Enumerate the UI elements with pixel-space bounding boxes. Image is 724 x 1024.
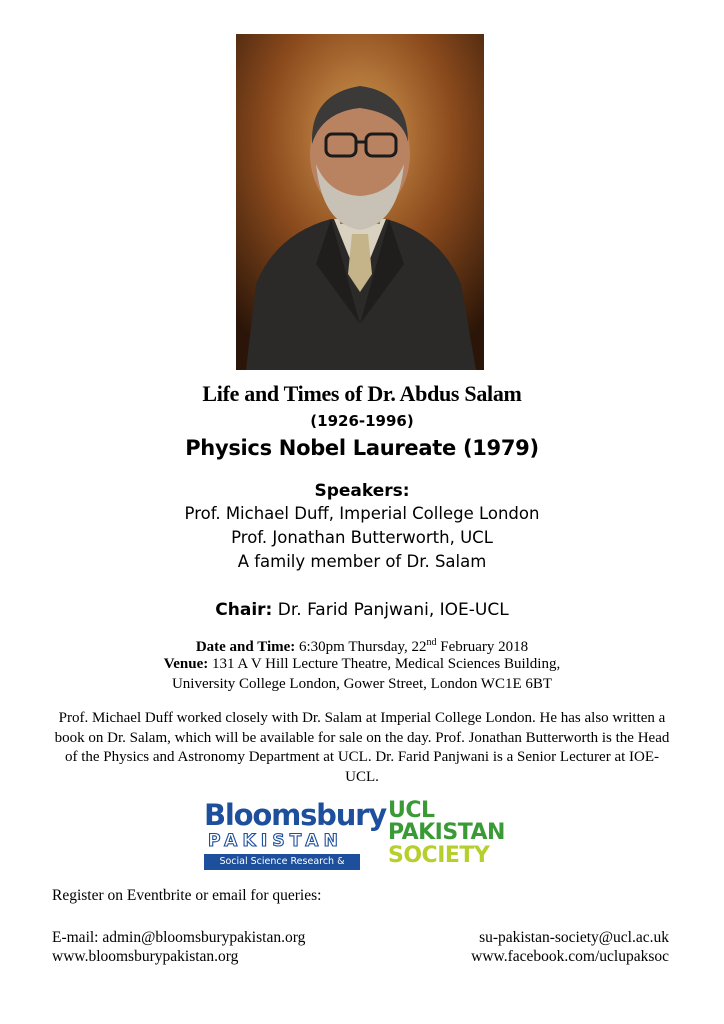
bloomsbury-logo-sub: PAKISTAN: [208, 831, 344, 851]
speaker-item: Prof. Michael Duff, Imperial College London: [184, 504, 540, 523]
venue-line-1: 131 A V Hill Lecture Theatre, Medical Sciences Building,: [211, 656, 561, 672]
chair-value: Dr. Farid Panjwani, IOE-UCL: [277, 600, 509, 620]
speaker-item: A family member of Dr. Salam: [237, 552, 487, 571]
date-time-sup: nd: [426, 637, 437, 648]
ucl-logo-line-2: PAKISTAN: [388, 820, 505, 845]
website-left[interactable]: www.bloomsburypakistan.org: [52, 948, 239, 965]
speaker-item: Prof. Jonathan Butterworth, UCL: [231, 528, 493, 547]
date-time-value-suffix: February 2018: [440, 639, 529, 655]
date-time-value-prefix: 6:30pm Thursday, 22: [299, 639, 427, 655]
date-time-line: [0, 637, 724, 656]
bloomsbury-logo-tagline: Social Science Research & Advocacy: [204, 854, 360, 870]
chair-line: [0, 600, 724, 620]
event-years: (1926-1996): [310, 412, 414, 430]
venue-line: [0, 656, 724, 673]
venue-line-2: University College London, Gower Street, London WC1E 6BT: [171, 676, 553, 692]
email-right[interactable]: su-pakistan-society@ucl.ac.uk: [479, 929, 669, 946]
bloomsbury-logo-name: Bloomsbury: [204, 798, 386, 832]
date-time-label: Date and Time:: [195, 639, 296, 655]
venue-label: Venue:: [163, 656, 209, 672]
ucl-pakistan-society-logo: [386, 800, 546, 874]
chair-label: Chair:: [215, 600, 273, 620]
description-paragraph: Prof. Michael Duff worked closely with Dr. Salam at Imperial College London. He has also written a book on Dr. Salam, which will be available for sale on the day. Prof. Jonathan Butterworth is the Head of the Physics and Astronomy Department at UCL. Dr. Farid Panjwani is a Senior Lecturer at IOE-UCL.: [54, 710, 670, 785]
speakers-heading: Speakers:: [314, 481, 410, 501]
event-subtitle: Physics Nobel Laureate (1979): [185, 436, 539, 460]
event-title: Life and Times of Dr. Abdus Salam: [202, 381, 522, 406]
bloomsbury-pakistan-logo: [200, 796, 386, 883]
ucl-logo-line-1: UCL: [388, 798, 435, 823]
portrait-photo: [236, 34, 484, 370]
ucl-logo-line-3: SOCIETY: [388, 843, 490, 868]
register-line: Register on Eventbrite or email for queries:: [52, 887, 322, 904]
facebook-link[interactable]: www.facebook.com/uclupaksoc: [471, 948, 669, 965]
email-left[interactable]: E-mail: admin@bloomsburypakistan.org: [52, 929, 306, 946]
